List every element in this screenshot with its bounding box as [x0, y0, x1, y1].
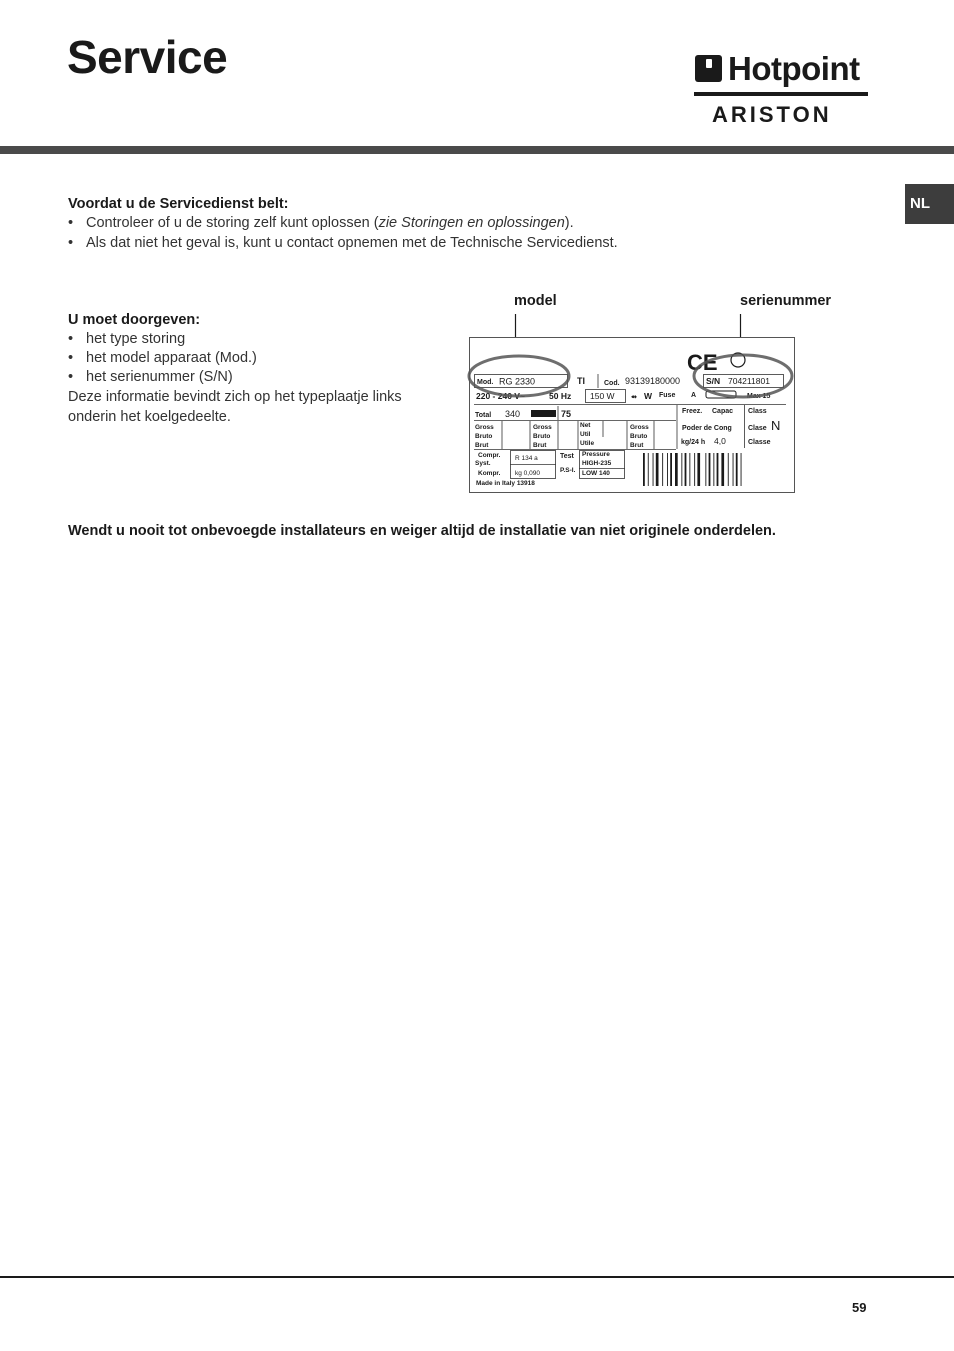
section-heading-provide: U moet doorgeven:: [68, 312, 201, 328]
svg-text:Gross: Gross: [475, 424, 494, 431]
svg-text:Brut: Brut: [475, 442, 489, 449]
psi-label: P.S-I.: [560, 467, 576, 474]
info-line: onderin het koelgedeelte.: [68, 408, 231, 425]
power-value: 150 W: [590, 391, 615, 401]
classe-label: Classe: [748, 439, 771, 446]
cod-label: Cod.: [604, 380, 620, 387]
total-value: 340: [505, 409, 521, 419]
info-paragraph: [68, 388, 402, 427]
logo-divider: [694, 92, 868, 96]
brand-name: Hotpoint: [728, 50, 860, 87]
kg24-label: kg/24 h: [681, 439, 706, 446]
clase-label: Clase: [748, 425, 767, 432]
test-label: Test: [560, 453, 574, 460]
clase-value: N: [771, 418, 781, 433]
poder-label: Poder de Cong: [682, 425, 732, 432]
bullet-text: het serienummer (S/N): [86, 369, 233, 385]
language-tab: NL: [905, 184, 954, 224]
pressure-low: LOW 140: [582, 470, 610, 477]
page-number: 59: [852, 1300, 867, 1315]
made-in: Made in Italy 13918: [476, 480, 535, 487]
list-item: • Controleer of u de storing zelf kunt oplossen (zie Storingen en oplossingen).: [68, 215, 574, 231]
bullet-text: het type storing: [86, 331, 186, 347]
lamp-watt: W: [644, 391, 653, 401]
refrigerant-value: R 134 a: [515, 455, 538, 462]
hotpoint-ariston-logo: [694, 50, 870, 126]
ti-value: TI: [577, 376, 585, 386]
sn-label: S/N: [706, 376, 721, 386]
info-line: Deze informatie bevindt zich op het typeplaatje links: [68, 389, 402, 405]
svg-text:Kompr.: Kompr.: [478, 470, 501, 477]
svg-text:Syst.: Syst.: [475, 460, 491, 467]
plate-label-model: model: [514, 293, 557, 309]
list-item: • Als dat niet het geval is, kunt u contact opnemen met de Technische Servicedienst.: [68, 235, 618, 251]
capac-label: Capac: [712, 408, 734, 415]
header-rule: [0, 146, 954, 154]
ce-mark: CE: [687, 350, 718, 375]
svg-text:Bruto: Bruto: [475, 433, 493, 440]
freez-label: Freez.: [682, 408, 703, 415]
footer-rule: [0, 1276, 954, 1278]
svg-text:Compr.: Compr.: [478, 452, 501, 459]
svg-text:Utile: Utile: [580, 440, 595, 447]
sn-value: 704211801: [728, 376, 770, 386]
page-title: Service: [67, 31, 228, 83]
svg-text:Brut: Brut: [533, 442, 547, 449]
svg-text:Brut: Brut: [630, 442, 644, 449]
svg-text:Gross: Gross: [533, 424, 552, 431]
hotpoint-logo-icon: [695, 55, 722, 82]
bullet-text: Controleer of u de storing zelf kunt oplossen (: [86, 215, 379, 231]
brand-sub: ARISTON: [712, 102, 832, 127]
plate-label-serial: serienummer: [740, 293, 832, 309]
list-item: • het model apparaat (Mod.): [68, 350, 257, 366]
amp-label: A: [691, 392, 697, 399]
class-label: Class: [748, 408, 767, 415]
total-label: Total: [475, 412, 492, 419]
fuse-label: Fuse: [659, 392, 676, 399]
lamp-icon: ⇴: [631, 394, 637, 401]
frequency-value: 50 Hz: [549, 391, 572, 401]
cod-value: 93139180000: [625, 376, 681, 386]
voltage-value: 220 - 240 V~: [476, 391, 525, 401]
section-heading-before-calling: Voordat u de Servicedienst belt:: [68, 196, 289, 212]
svg-text:Gross: Gross: [630, 424, 649, 431]
warning-text: Wendt u nooit tot onbevoegde installateurs en weiger altijd de installatie van niet originele onderdelen.: [68, 523, 776, 539]
bullet-text: ).: [564, 215, 574, 231]
refrigerant-mass: kg 0,090: [515, 470, 540, 477]
rating-plate-diagram: [466, 312, 798, 496]
bullet-text-italic: zie Storingen en oplossingen: [378, 215, 565, 231]
svg-text:Bruto: Bruto: [630, 433, 648, 440]
bullet-text: Als dat niet het geval is, kunt u contact opnemen met de Technische Servicedienst.: [86, 235, 618, 251]
svg-text:Bruto: Bruto: [533, 433, 551, 440]
max-label: Max 15: [747, 393, 771, 400]
pressure-label: Pressure: [582, 451, 610, 458]
star-value: 75: [561, 409, 572, 419]
mod-label: Mod.: [477, 379, 494, 386]
list-item: • het serienummer (S/N): [68, 369, 233, 385]
svg-text:Util: Util: [580, 431, 591, 438]
freezer-star-icon: [531, 410, 556, 417]
pressure-high: HIGH-235: [582, 460, 612, 467]
bullet-text: het model apparaat (Mod.): [86, 350, 257, 366]
mod-value: RG 2330: [499, 376, 536, 387]
list-item: • het type storing: [68, 331, 186, 347]
svg-text:Net: Net: [580, 422, 591, 429]
kg24-value: 4,0: [714, 436, 726, 446]
